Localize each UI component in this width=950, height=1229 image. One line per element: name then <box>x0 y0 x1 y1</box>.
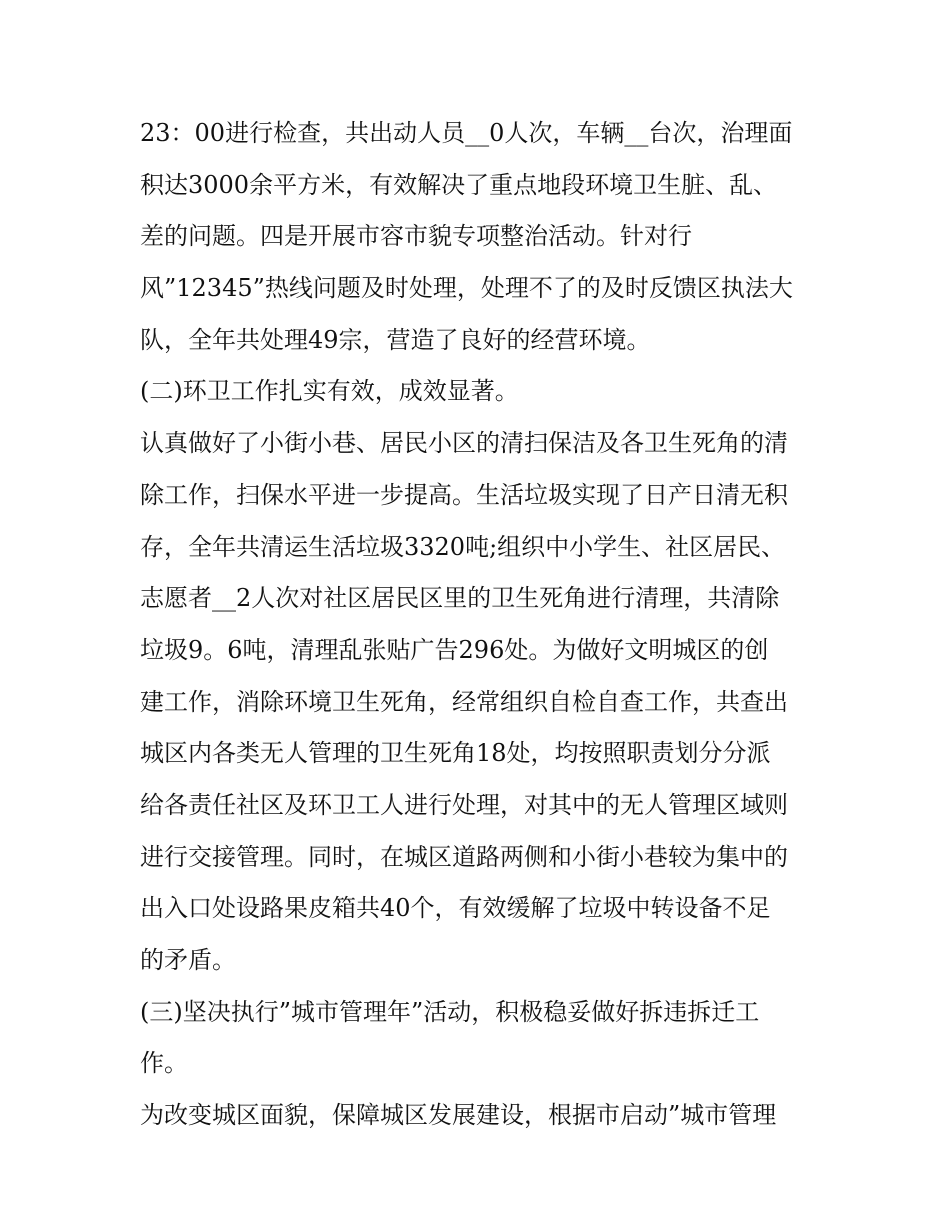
text-line: 志愿者__2人次对社区居民区里的卫生死角进行清理，共清除 <box>140 584 780 613</box>
document-body <box>140 108 820 1142</box>
text-line: 认真做好了小街小巷、居民小区的清扫保洁及各卫生死角的清 <box>140 429 788 458</box>
text-line: 进行交接管理。同时，在城区道路两侧和小街小巷较为集中的 <box>140 842 788 871</box>
text-line: 城区内各类无人管理的卫生死角18处，均按照职责划分分派 <box>140 739 771 768</box>
text-line: 积达3000余平方米，有效解决了重点地段环境卫生脏、乱、 <box>140 170 778 199</box>
text-line: 垃圾9。6吨，清理乱张贴广告296处。为做好文明城区的创 <box>140 635 769 664</box>
text-line: 队，全年共处理49宗，营造了良好的经营环境。 <box>140 325 651 354</box>
text-line: 为改变城区面貌，保障城区发展建设，根据市启动”城市管理 <box>140 1101 777 1130</box>
section-heading: (三)坚决执行”城市管理年”活动，积极稳妥做好拆违拆迁工 <box>140 997 760 1026</box>
text-line: 出入口处设路果皮箱共40个，有效缓解了垃圾中转设备不足 <box>140 894 771 923</box>
text-line: 给各责任社区及环卫工人进行处理，对其中的无人管理区域则 <box>140 790 788 819</box>
text-line: 风”12345”热线问题及时处理，处理不了的及时反馈区执法大 <box>140 274 793 303</box>
text-line: 的矛盾。 <box>140 946 236 974</box>
text-line: 除工作，扫保水平进一步提高。生活垃圾实现了日产日清无积 <box>140 480 788 509</box>
text-line: 差的问题。四是开展市容市貌专项整治活动。针对行 <box>140 222 692 251</box>
text-line: 存，全年共清运生活垃圾3320吨;组织中小学生、社区居民、 <box>140 532 786 561</box>
text-line: 建工作，消除环境卫生死角，经常组织自检自查工作，共查出 <box>140 687 788 716</box>
section-heading: (二)环卫工作扎实有效，成效显著。 <box>140 377 519 406</box>
text-line: 23：00进行检查，共出动人员__0人次，车辆__台次，治理面 <box>140 119 793 147</box>
section-heading: 作。 <box>140 1049 188 1078</box>
